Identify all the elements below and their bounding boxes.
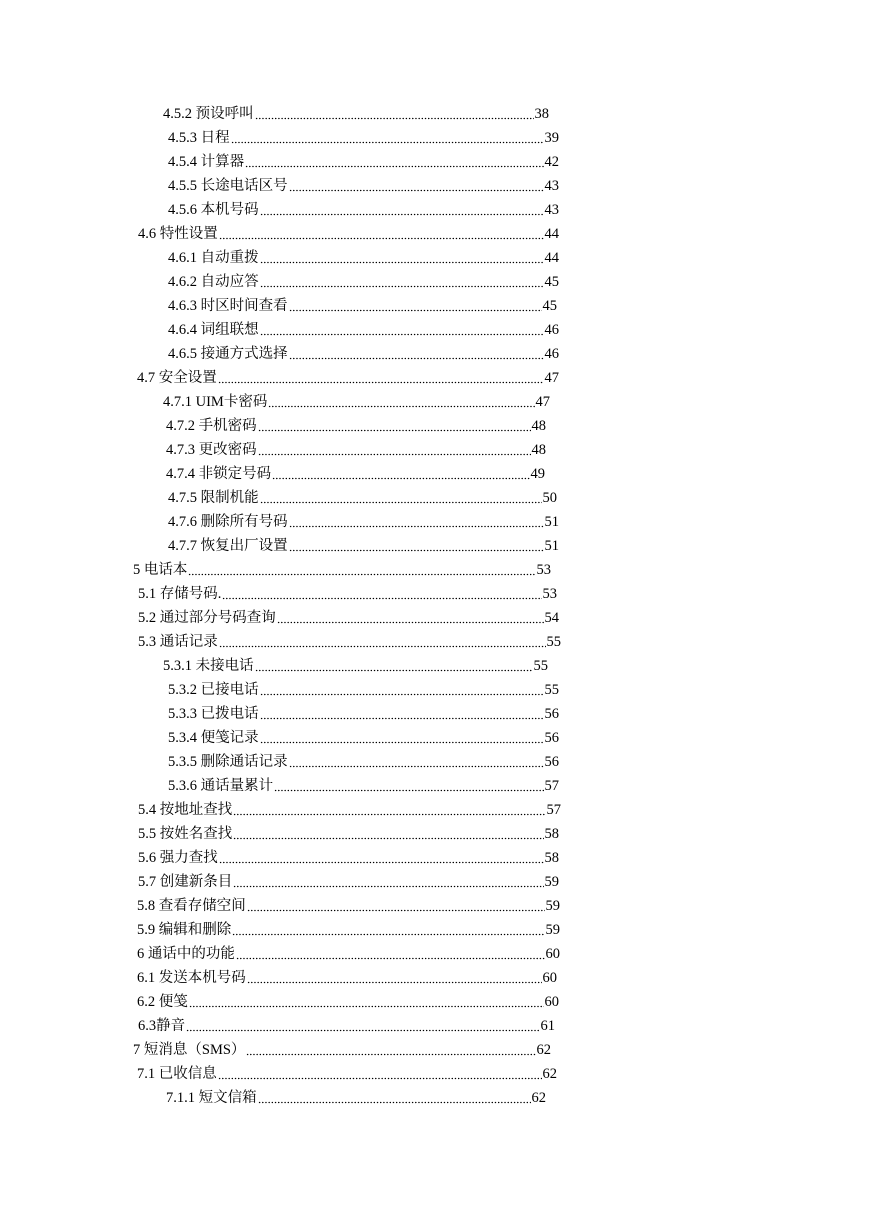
dot-leader [289, 176, 544, 192]
toc-entry-title: 4.6.3 时区时间查看 [168, 298, 288, 314]
toc-entry-title: 5.1 存储号码. [138, 586, 222, 602]
toc-entry-title: 4.7.3 更改密码 [166, 442, 257, 458]
toc-entry-title: 6.1 发送本机号码 [137, 970, 246, 986]
toc-entry[interactable] [137, 965, 557, 987]
dot-leader [219, 848, 544, 864]
toc-entry-title: 6 通话中的功能 [137, 946, 235, 962]
dot-leader [272, 464, 529, 480]
dot-leader [258, 1088, 531, 1104]
toc-entry-title: 4.5.3 日程 [168, 130, 230, 146]
toc-entry[interactable] [166, 1085, 546, 1107]
toc-page-number: 49 [530, 466, 545, 482]
toc-page-number: 55 [533, 658, 548, 674]
toc-entry[interactable] [138, 869, 559, 891]
toc-page-number: 60 [545, 946, 560, 962]
toc-entry[interactable] [168, 317, 559, 339]
toc-entry-title: 5.6 强力查找 [138, 850, 218, 866]
dot-leader [218, 368, 544, 384]
dot-leader [260, 488, 542, 504]
dot-leader [268, 392, 534, 408]
toc-entry[interactable] [138, 821, 559, 843]
toc-entry-title: 4.7.4 非锁定号码 [166, 466, 272, 482]
dot-leader [260, 248, 544, 264]
toc-page-number: 61 [540, 1018, 555, 1034]
dot-leader [219, 224, 544, 240]
toc-entry[interactable] [168, 197, 559, 219]
toc-entry-title: 5.3.1 未接电话 [163, 658, 254, 674]
dot-leader [255, 656, 533, 672]
toc-entry[interactable] [168, 149, 559, 171]
toc-entry-title: 5.3.6 通话量累计 [168, 778, 274, 794]
dot-leader [289, 344, 544, 360]
toc-entry[interactable] [166, 461, 545, 483]
dot-leader [222, 584, 541, 600]
dot-leader [260, 704, 544, 720]
toc-entry-title: 4.5.4 计算器 [168, 154, 245, 170]
toc-page-number: 56 [544, 730, 559, 746]
toc-page-number: 43 [544, 202, 559, 218]
toc-page-number: 53 [536, 562, 551, 578]
toc-page-number: 38 [534, 106, 549, 122]
toc-entry[interactable] [137, 941, 560, 963]
toc-page-number: 46 [544, 322, 559, 338]
toc-page-number: 44 [544, 226, 559, 242]
toc-entry-title: 5.3.3 已拨电话 [168, 706, 259, 722]
toc-entry[interactable] [137, 893, 560, 915]
dot-leader [260, 200, 544, 216]
dot-leader [289, 512, 544, 528]
toc-entry-title: 4.6.5 接通方式选择 [168, 346, 288, 362]
dot-leader [260, 728, 544, 744]
toc-page-number: 53 [542, 586, 557, 602]
dot-leader [233, 800, 545, 816]
toc-entry[interactable] [133, 1037, 551, 1059]
toc-entry[interactable] [168, 269, 559, 291]
toc-page-number: 59 [545, 898, 560, 914]
toc-page-number: 60 [544, 994, 559, 1010]
toc-page-number: 62 [536, 1042, 551, 1058]
dot-leader [188, 560, 535, 576]
toc-page-number: 51 [544, 514, 559, 530]
toc-entry[interactable] [168, 701, 559, 723]
toc-page-number: 50 [542, 490, 557, 506]
toc-entry[interactable] [166, 413, 546, 435]
toc-entry-title: 7.1 已收信息 [137, 1066, 217, 1082]
dot-leader [277, 608, 544, 624]
dot-leader [231, 128, 544, 144]
toc-entry[interactable] [168, 341, 559, 363]
toc-page-number: 58 [544, 826, 559, 842]
dot-leader [289, 296, 542, 312]
dot-leader [260, 680, 544, 696]
toc-entry-title: 4.5.2 预设呼叫 [163, 106, 254, 122]
toc-page-number: 51 [544, 538, 559, 554]
toc-page-number: 55 [546, 634, 561, 650]
toc-entry[interactable] [168, 749, 559, 771]
toc-page-number: 44 [544, 250, 559, 266]
toc-entry-title: 4.7.7 恢复出厂设置 [168, 538, 288, 554]
dot-leader [219, 632, 546, 648]
dot-leader [247, 896, 545, 912]
toc-page-number: 48 [531, 442, 546, 458]
toc-entry[interactable] [137, 989, 559, 1011]
toc-page-number: 55 [544, 682, 559, 698]
toc-entry[interactable] [168, 293, 557, 315]
toc-page-number: 46 [544, 346, 559, 362]
toc-entry[interactable] [168, 509, 559, 531]
dot-leader [289, 752, 544, 768]
dot-leader [258, 440, 531, 456]
toc-entry-title: 4.7.5 限制机能 [168, 490, 259, 506]
toc-page-number: 47 [535, 394, 550, 410]
toc-page-number: 57 [546, 802, 561, 818]
toc-entry[interactable] [138, 629, 561, 651]
toc-entry-title: 5.3.2 已接电话 [168, 682, 259, 698]
toc-entry[interactable] [168, 485, 557, 507]
toc-page-number: 54 [544, 610, 559, 626]
toc-entry[interactable] [168, 533, 559, 555]
toc-entry-title: 5.2 通过部分号码查询 [138, 610, 276, 626]
toc-entry-title: 4.5.6 本机号码 [168, 202, 259, 218]
dot-leader [258, 416, 531, 432]
dot-leader [218, 1064, 542, 1080]
toc-entry[interactable] [133, 557, 551, 579]
toc-entry[interactable] [138, 221, 559, 243]
toc-page-number: 62 [542, 1066, 557, 1082]
dot-leader [233, 872, 543, 888]
toc-entry[interactable] [168, 125, 559, 147]
toc-entry[interactable] [168, 725, 559, 747]
toc-page-number: 43 [544, 178, 559, 194]
toc-page-number: 47 [544, 370, 559, 386]
toc-page-number: 59 [544, 874, 559, 890]
toc-entry[interactable] [168, 677, 559, 699]
toc-entry-title: 6.2 便笺 [137, 994, 188, 1010]
toc-entry-title: 5.3.4 便笺记录 [168, 730, 259, 746]
toc-entry-title: 5 电话本 [133, 562, 188, 578]
toc-entry-title: 5.7 创建新条目 [138, 874, 233, 890]
toc-page-number: 48 [531, 418, 546, 434]
toc-page-number: 42 [544, 154, 559, 170]
toc-entry-title: 5.4 按地址查找 [138, 802, 233, 818]
toc-entry-title: 5.3 通话记录 [138, 634, 218, 650]
toc-entry-title: 5.3.5 删除通话记录 [168, 754, 288, 770]
toc-entry[interactable] [138, 1013, 555, 1035]
dot-leader [274, 776, 543, 792]
toc-entry[interactable] [137, 365, 559, 387]
toc-entry[interactable] [137, 1061, 557, 1083]
dot-leader [186, 1016, 539, 1032]
dot-leader [232, 920, 544, 936]
toc-entry[interactable] [163, 101, 549, 123]
dot-leader [245, 152, 543, 168]
toc-entry-title: 4.5.5 长途电话区号 [168, 178, 288, 194]
dot-leader [236, 944, 545, 960]
toc-page-number: 45 [544, 274, 559, 290]
toc-entry-title: 4.7.1 UIM卡密码 [163, 394, 268, 410]
toc-entry[interactable] [163, 653, 548, 675]
toc-page-number: 62 [531, 1090, 546, 1106]
toc-entry-title: 4.6.1 自动重拨 [168, 250, 259, 266]
toc-page-number: 56 [544, 754, 559, 770]
toc-entry-title: 5.8 查看存储空间 [137, 898, 246, 914]
dot-leader [246, 1040, 535, 1056]
toc-entry-title: 4.7.2 手机密码 [166, 418, 257, 434]
toc-page-number: 45 [542, 298, 557, 314]
toc-entry-title: 4.6.4 词组联想 [168, 322, 259, 338]
toc-page-number: 60 [542, 970, 557, 986]
toc-entry[interactable] [138, 605, 559, 627]
toc-entry[interactable] [138, 797, 561, 819]
toc-entry[interactable] [168, 245, 559, 267]
toc-entry-title: 7.1.1 短文信箱 [166, 1090, 257, 1106]
toc-entry-title: 5.9 编辑和删除 [137, 922, 232, 938]
toc-page-number: 39 [544, 130, 559, 146]
toc-page-number: 56 [544, 706, 559, 722]
dot-leader [247, 968, 542, 984]
toc-entry[interactable] [138, 581, 557, 603]
toc-entry[interactable] [137, 917, 560, 939]
dot-leader [260, 320, 544, 336]
toc-page-number: 58 [544, 850, 559, 866]
toc-entry-title: 7 短消息（SMS） [133, 1042, 246, 1058]
toc-entry-title: 4.6 特性设置 [138, 226, 218, 242]
toc-page-number: 57 [544, 778, 559, 794]
toc-entry-title: 4.7 安全设置 [137, 370, 217, 386]
dot-leader [255, 104, 534, 120]
toc-entry-title: 5.5 按姓名查找 [138, 826, 233, 842]
dot-leader [260, 272, 544, 288]
toc-entry-title: 4.6.2 自动应答 [168, 274, 259, 290]
toc-entry[interactable] [138, 845, 559, 867]
toc-entry[interactable] [168, 173, 559, 195]
toc-entry-title: 4.7.6 删除所有号码 [168, 514, 288, 530]
toc-page-number: 59 [545, 922, 560, 938]
dot-leader [233, 824, 543, 840]
dot-leader [289, 536, 544, 552]
toc-entry[interactable] [166, 437, 546, 459]
dot-leader [189, 992, 544, 1008]
toc-entry-title: 6.3静音 [138, 1018, 186, 1034]
toc-entry[interactable] [163, 389, 550, 411]
toc-entry[interactable] [168, 773, 559, 795]
